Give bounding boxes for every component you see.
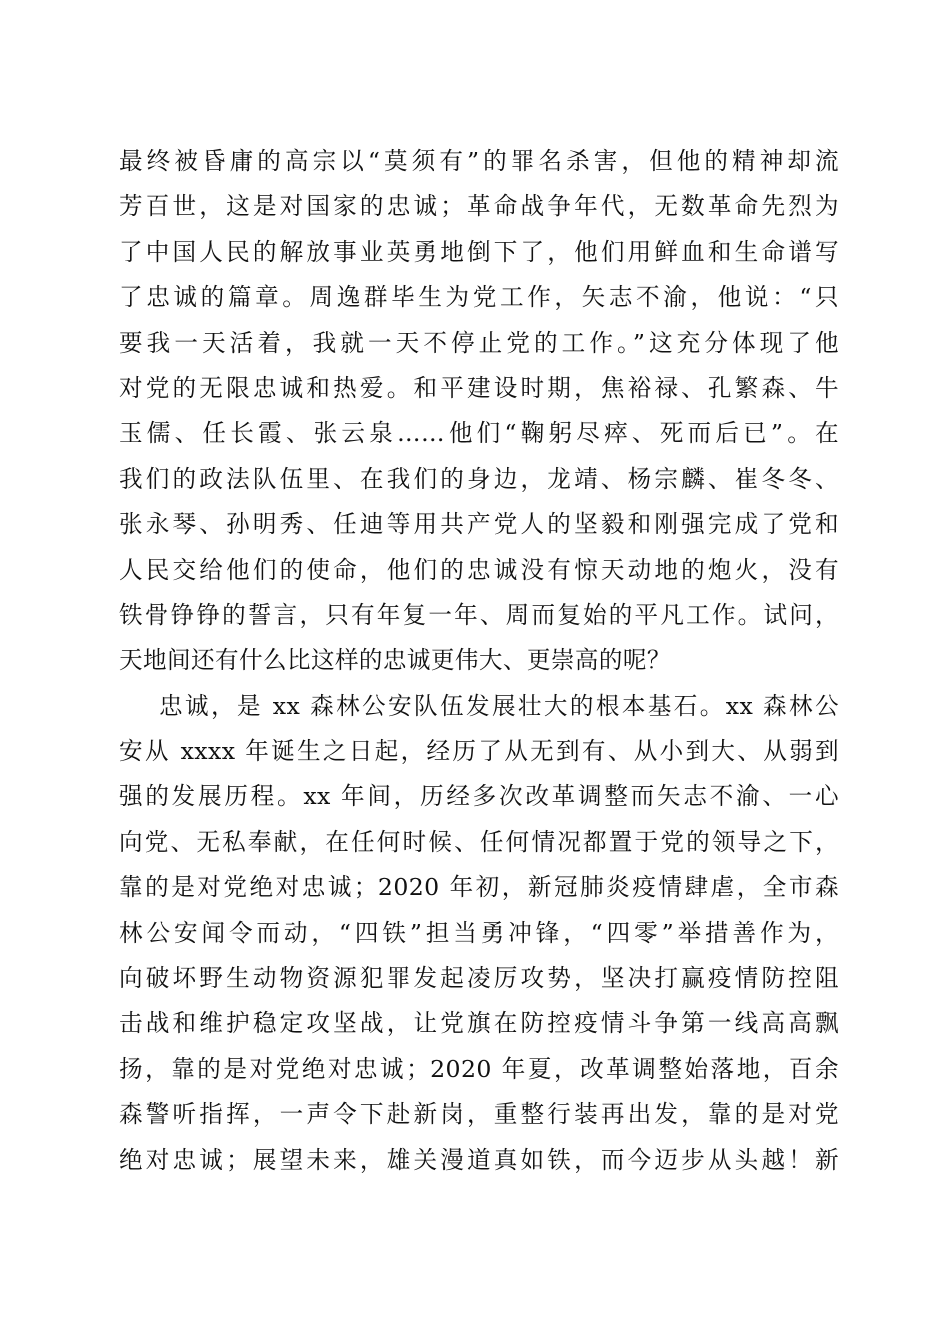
text-line: 扬，靠的是对党绝对忠诚；2020 年夏，改革调整始落地，百余 [119,1054,839,1083]
text-line: 靠的是对党绝对忠诚；2020 年初，新冠肺炎疫情肆虐，全市森 [119,873,839,902]
text-line: 安从 xxxx 年诞生之日起，经历了从无到有、从小到大、从弱到 [119,737,839,766]
text-line: 森警听指挥，一声令下赴新岗，重整行装再出发，靠的是对党 [119,1100,839,1129]
text-line: 忠诚，是 xx 森林公安队伍发展壮大的根本基石。xx 森林公 [159,691,839,720]
text-line: 铁骨铮铮的誓言，只有年复一年、周而复始的平凡工作。试问， [119,600,839,629]
text-line: 强的发展历程。xx 年间，历经多次改革调整而矢志不渝、一心 [119,782,839,811]
text-line: 向党、无私奉献，在任何时候、任何情况都置于党的领导之下， [119,827,839,856]
body-text [119,139,839,1183]
text-line: 我们的政法队伍里、在我们的身边，龙靖、杨宗麟、崔冬冬、 [119,464,839,493]
paragraph-1 [119,139,839,684]
text-line: 击战和维护稳定攻坚战，让党旗在防控疫情斗争第一线高高飘 [119,1009,839,1038]
text-line: 玉儒、任长霞、张云泉……他们“鞠躬尽瘁、死而后已”。在 [119,419,839,448]
paragraph-2 [119,684,839,1183]
text-line: 张永琴、孙明秀、任迪等用共产党人的坚毅和刚强完成了党和 [119,510,839,539]
text-line: 要我一天活着，我就一天不停止党的工作。”这充分体现了他 [119,328,839,357]
text-line: 人民交给他们的使命，他们的忠诚没有惊天动地的炮火，没有 [119,555,839,584]
text-line: 最终被昏庸的高宗以“莫须有”的罪名杀害，但他的精神却流 [119,147,839,175]
text-line: 对党的无限忠诚和热爱。和平建设时期，焦裕禄、孔繁森、牛 [119,373,839,402]
text-line: 林公安闻令而动，“四铁”担当勇冲锋，“四零”举措善作为， [119,918,839,947]
text-line: 绝对忠诚；展望未来，雄关漫道真如铁，而今迈步从头越！新 [119,1145,839,1174]
text-line: 了中国人民的解放事业英勇地倒下了，他们用鲜血和生命谱写 [119,237,839,266]
text-line: 芳百世，这是对国家的忠诚；革命战争年代，无数革命先烈为 [119,192,839,221]
text-line: 天地间还有什么比这样的忠诚更伟大、更崇高的呢？ [119,646,671,675]
text-line: 了忠诚的篇章。周逸群毕生为党工作，矢志不渝，他说：“只 [119,283,839,312]
text-line: 向破坏野生动物资源犯罪发起凌厉攻势，坚决打赢疫情防控阻 [119,964,839,993]
